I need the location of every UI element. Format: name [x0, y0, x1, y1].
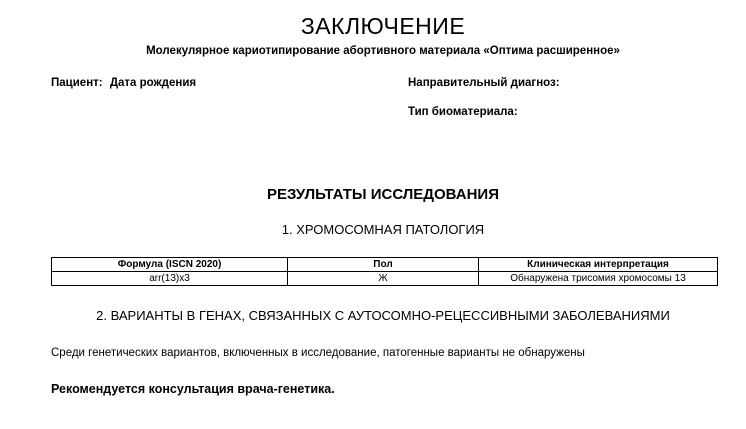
birthdate-label: Дата рождения — [109, 77, 197, 89]
document-subtitle: Молекулярное кариотипирование абортивного материала «Оптима расширенное» — [146, 45, 620, 57]
patient-line — [51, 77, 200, 89]
recommendation-text: Рекомендуется консультация врача-генетика. — [51, 382, 335, 396]
document-title: ЗАКЛЮЧЕНИЕ — [300, 13, 466, 39]
diagnosis-label: Направительный диагноз: — [408, 77, 560, 89]
formula-cell: arr(13)x3 — [52, 272, 288, 286]
karyotype-table — [51, 257, 718, 286]
interpretation-cell: Обнаружена трисомия хромосомы 13 — [479, 272, 718, 286]
column-header-formula: Формула (ISCN 2020) — [52, 258, 288, 272]
section2-heading: 2. ВАРИАНТЫ В ГЕНАХ, СВЯЗАННЫХ С АУТОСОМНО-РЕЦЕССИВНЫМИ ЗАБОЛЕВАНИЯМИ — [96, 308, 670, 323]
patient-label: Пациент: — [51, 77, 103, 89]
column-header-sex: Пол — [288, 258, 479, 272]
results-heading: РЕЗУЛЬТАТЫ ИССЛЕДОВАНИЯ — [267, 186, 499, 203]
section1-heading: 1. ХРОМОСОМНАЯ ПАТОЛОГИЯ — [281, 222, 485, 237]
table-header-row — [52, 258, 718, 272]
table-row — [52, 272, 718, 286]
sex-cell: Ж — [288, 272, 479, 286]
column-header-interpretation: Клиническая интерпретация — [479, 258, 718, 272]
section2-text: Среди генетических вариантов, включенных в исследование, патогенные варианты не обнаружены — [51, 347, 585, 359]
biomaterial-label: Тип биоматериала: — [408, 106, 518, 118]
